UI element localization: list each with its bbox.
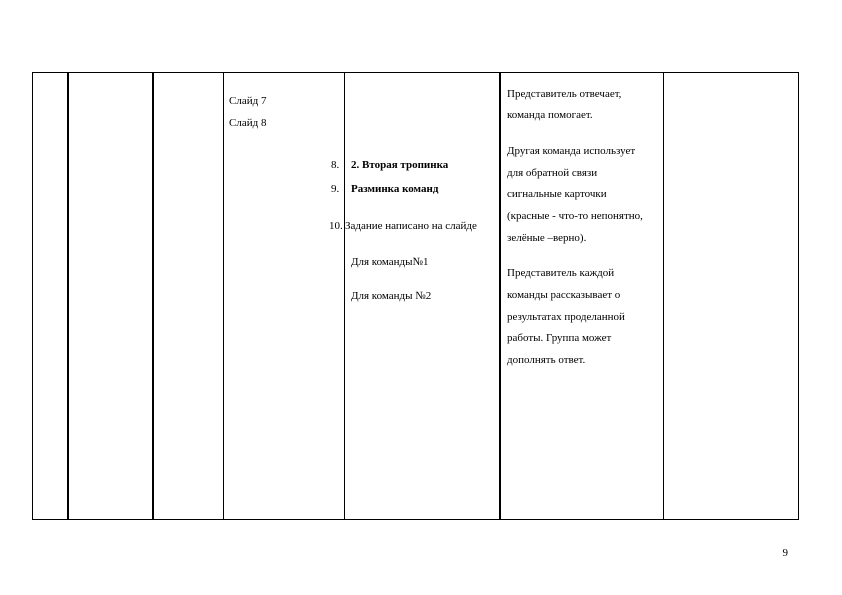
team-1-label: Для команды№1 — [351, 256, 429, 268]
description-line: дополнять ответ. — [507, 354, 586, 366]
table-right-border — [798, 72, 799, 520]
list-item-text: Задание написано на слайде — [345, 220, 477, 232]
list-item-text: 2. Вторая тропинка — [351, 159, 449, 171]
table-top-border — [32, 72, 799, 73]
description-line: команды рассказывает о — [507, 289, 621, 301]
description-line: результатах проделанной — [507, 311, 625, 323]
description-line: Представитель каждой — [507, 267, 615, 279]
column-divider-2 — [152, 72, 154, 520]
description-line: сигнальные карточки — [507, 188, 607, 200]
description-line: (красные - что-то непонятно, — [507, 210, 643, 222]
description-line: команда помогает. — [507, 109, 593, 121]
column-divider-1 — [67, 72, 69, 520]
slide-7-label: Слайд 7 — [229, 95, 267, 107]
column-divider-5 — [499, 72, 501, 520]
description-line: для обратной связи — [507, 167, 598, 179]
list-item-text: Разминка команд — [351, 183, 439, 195]
list-item-number: 9. — [331, 183, 340, 195]
team-2-label: Для команды №2 — [351, 290, 432, 302]
description-line: Другая команда использует — [507, 145, 636, 157]
description-line: Представитель отвечает, — [507, 88, 622, 100]
slide-8-label: Слайд 8 — [229, 117, 267, 129]
column-divider-4 — [344, 72, 345, 520]
list-item-number: 8. — [331, 159, 340, 171]
description-line: зелёные –верно). — [507, 232, 587, 244]
table-left-border — [32, 72, 33, 520]
column-divider-6 — [663, 72, 664, 520]
description-line: работы. Группа может — [507, 332, 612, 344]
list-item-number: 10. — [329, 220, 343, 232]
column-divider-3 — [223, 72, 224, 520]
page-number: 9 — [782, 547, 788, 559]
table-bottom-border — [32, 519, 799, 520]
